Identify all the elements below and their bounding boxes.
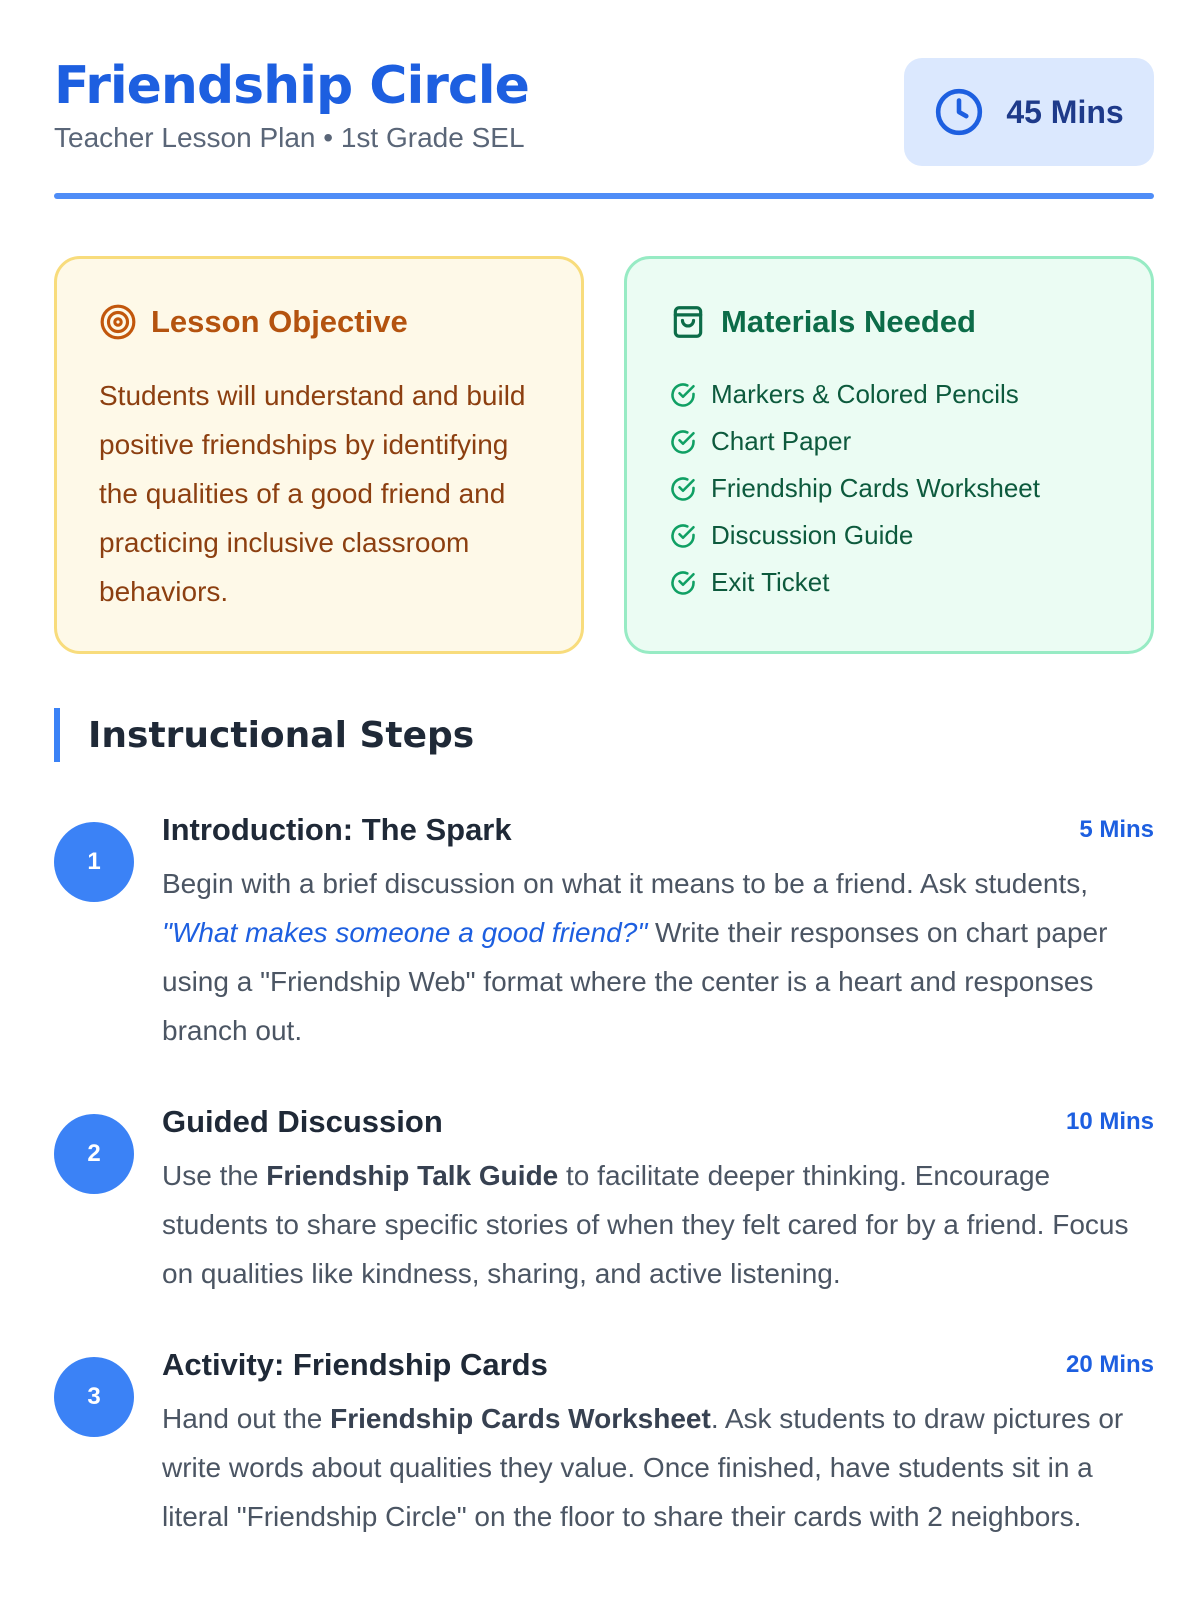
materials-item xyxy=(669,559,1040,606)
materials-item-label: Markers & Colored Pencils xyxy=(711,379,1019,409)
step-duration: 20 Mins xyxy=(1065,1351,1154,1378)
materials-item-label: Friendship Cards Worksheet xyxy=(711,473,1040,503)
check-circle-icon xyxy=(669,428,697,456)
check-circle-icon xyxy=(669,569,697,597)
step-bold-term: Friendship Talk Guide xyxy=(266,1160,559,1191)
check-circle-icon xyxy=(669,381,697,409)
lesson-objective-text: Students will understand and build positive friendships by identifying the qualities of a good friend and practicing inclusive classroom behaviors. xyxy=(99,380,526,607)
step-number-badge: 3 xyxy=(54,1357,134,1437)
step-number-badge: 1 xyxy=(54,822,134,902)
step-number-badge: 2 xyxy=(54,1114,134,1194)
lesson-header xyxy=(54,56,1154,206)
step-title: Introduction: The Spark xyxy=(162,812,512,847)
materials-item-label: Exit Ticket xyxy=(711,567,830,597)
check-circle-icon xyxy=(669,475,697,503)
shopping-bag-icon xyxy=(669,303,707,341)
materials-header xyxy=(669,303,976,341)
materials-list xyxy=(669,371,1040,606)
check-circle-icon xyxy=(669,522,697,550)
materials-item xyxy=(669,371,1040,418)
lesson-objective-card xyxy=(54,256,584,654)
step-text-part: to facilitate deeper thinking. Encourage students to share specific stories of when they felt cared for by a friend. Focus on qualities like kindness, sharing, and active listening. xyxy=(162,1160,1129,1289)
duration-badge xyxy=(904,58,1154,166)
header-divider xyxy=(54,193,1154,199)
instructional-steps-heading xyxy=(54,708,474,762)
lesson-objective-header xyxy=(99,303,408,341)
section-accent-bar xyxy=(54,708,60,762)
materials-item-label: Chart Paper xyxy=(711,426,852,456)
materials-title: Materials Needed xyxy=(721,304,976,339)
materials-card xyxy=(624,256,1154,654)
materials-item-label: Discussion Guide xyxy=(711,520,914,550)
materials-item xyxy=(669,512,1040,559)
section-title: Instructional Steps xyxy=(88,714,475,756)
target-icon xyxy=(99,303,137,341)
step-description xyxy=(162,1394,1154,1541)
step-body xyxy=(162,1345,1154,1541)
step-duration: 5 Mins xyxy=(1079,816,1154,843)
step-description xyxy=(162,1151,1154,1298)
page-title: Friendship Circle xyxy=(54,56,529,116)
step-body xyxy=(162,1102,1154,1298)
step-text-part: Use the xyxy=(162,1160,267,1191)
step-duration: 10 Mins xyxy=(1065,1108,1154,1135)
step-bold-term: Friendship Cards Worksheet xyxy=(330,1403,711,1434)
step-text-part: . Ask students to draw pictures or write words about qualities they value. Once finished, have students sit in a literal "Friendship Circle" on the floor to share their cards with 2 neighbors. xyxy=(162,1403,1124,1532)
step-title: Activity: Friendship Cards xyxy=(162,1347,548,1382)
step-description xyxy=(162,859,1154,1055)
duration-label: 45 Mins xyxy=(1006,93,1124,130)
materials-item xyxy=(669,465,1040,512)
clock-icon xyxy=(934,87,984,137)
step-quote: "What makes someone a good friend?" xyxy=(162,917,648,948)
step-text-part: Write their responses on chart paper using a "Friendship Web" format where the center is a heart and responses branch out. xyxy=(162,917,1108,1046)
lesson-objective-title: Lesson Objective xyxy=(151,304,408,339)
materials-item xyxy=(669,418,1040,465)
step-text-part: Hand out the xyxy=(162,1403,331,1434)
step-body xyxy=(162,810,1154,1055)
page-subtitle: Teacher Lesson Plan • 1st Grade SEL xyxy=(54,122,525,153)
step-title: Guided Discussion xyxy=(162,1104,443,1139)
step-text-part: Begin with a brief discussion on what it means to be a friend. Ask students, xyxy=(162,868,1089,899)
